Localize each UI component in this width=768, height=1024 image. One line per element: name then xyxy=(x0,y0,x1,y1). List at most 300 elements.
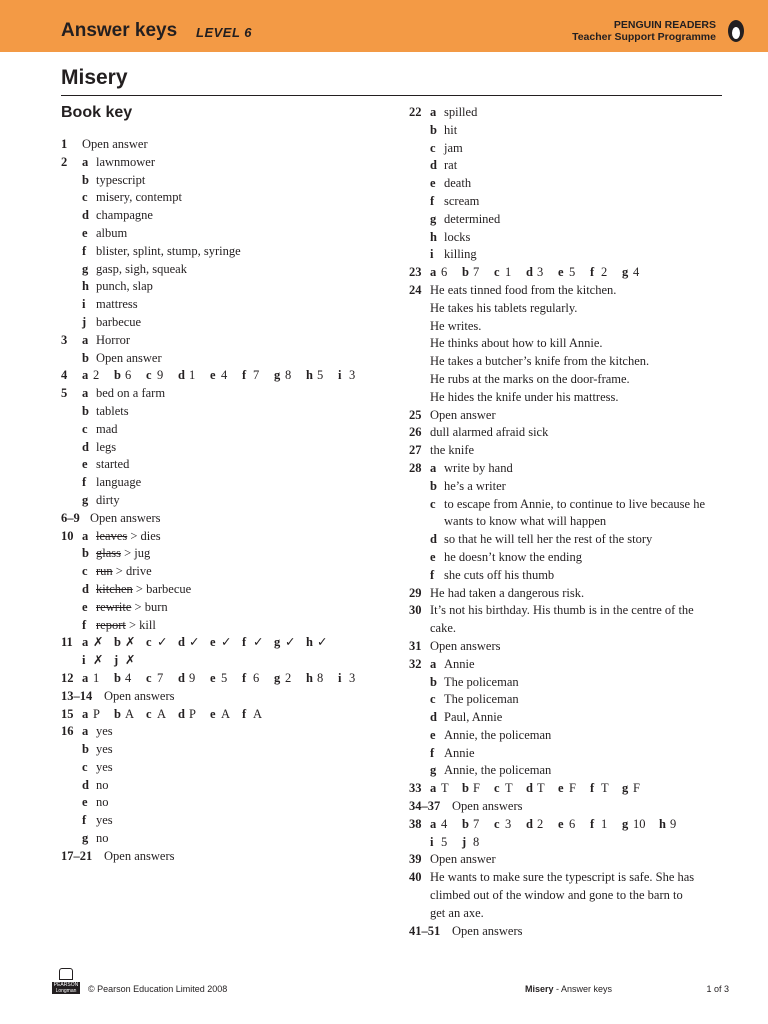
answer-text xyxy=(96,581,191,599)
answer-text: yes xyxy=(96,759,113,774)
answer-line xyxy=(409,798,729,816)
question-number: 41–51 xyxy=(409,923,441,938)
answer-letter: g xyxy=(622,781,629,796)
answer-letter: b xyxy=(462,781,469,796)
answer-letter: b xyxy=(114,670,121,685)
answer-letter: b xyxy=(114,706,121,721)
answer-text: barbecue xyxy=(96,314,142,329)
answer-line xyxy=(61,545,371,563)
answer-text: yes xyxy=(96,742,113,757)
answer-letter: h xyxy=(82,279,89,294)
answer-text: bed on a farm xyxy=(96,386,166,401)
answer-letter: e xyxy=(210,670,216,685)
pearson-longman-logo xyxy=(52,968,80,998)
answer-letter: h xyxy=(306,635,313,650)
answer-letter: g xyxy=(430,763,437,778)
answer-letter: d xyxy=(82,439,89,454)
answer-value: 4 xyxy=(125,670,132,685)
answer-letter: c xyxy=(82,759,88,774)
answer-letter: e xyxy=(430,549,436,564)
answer-line xyxy=(409,300,729,318)
answer-value: ✓ xyxy=(253,635,264,650)
answer-value: ✓ xyxy=(157,635,168,650)
answer-letter: e xyxy=(430,176,436,191)
answer-text: started xyxy=(96,457,130,472)
answer-line xyxy=(409,620,729,638)
answer-line xyxy=(61,759,371,777)
answer-letter: e xyxy=(82,795,88,810)
answer-value: 4 xyxy=(441,816,448,831)
struck-word: leaves xyxy=(96,528,128,543)
answer-letter: d xyxy=(178,635,185,650)
answer-letter: b xyxy=(82,546,89,561)
answer-letter: h xyxy=(430,229,437,244)
answer-line xyxy=(409,567,729,585)
answer-line xyxy=(409,193,729,211)
question-number: 15 xyxy=(61,706,74,721)
answer-letter: g xyxy=(274,670,281,685)
question-number: 31 xyxy=(409,638,422,653)
answer-letter: f xyxy=(430,193,435,208)
answer-letter: a xyxy=(430,105,437,119)
answer-value: P xyxy=(189,706,196,721)
answer-letter: g xyxy=(622,816,629,831)
answer-line xyxy=(409,264,729,282)
answer-line xyxy=(61,581,371,599)
answer-letter: f xyxy=(82,617,87,632)
answer-line xyxy=(61,723,371,741)
answer-letter: a xyxy=(430,816,437,831)
question-number: 25 xyxy=(409,407,422,422)
answer-line xyxy=(61,794,371,812)
answer-line xyxy=(61,617,371,635)
answer-letter: e xyxy=(210,368,216,383)
question-number: 23 xyxy=(409,265,422,280)
answer-text: hit xyxy=(444,122,458,137)
answer-letter: a xyxy=(82,528,89,543)
answer-text: blister, splint, stump, syringe xyxy=(96,243,241,258)
answer-text: Open answers xyxy=(104,688,175,703)
answer-value: 1 xyxy=(189,368,196,383)
answer-letter: e xyxy=(210,635,216,650)
answer-text: get an axe. xyxy=(430,905,484,920)
answer-letter: f xyxy=(242,368,247,383)
header-level: LEVEL 6 xyxy=(196,25,253,40)
struck-word: rewrite xyxy=(96,599,132,614)
answer-letter: g xyxy=(82,831,89,846)
answer-text: she cuts off his thumb xyxy=(444,567,555,582)
copyright-icon: © xyxy=(88,984,95,994)
answer-line xyxy=(409,353,729,371)
answer-value: 8 xyxy=(473,834,480,849)
answer-text: wants to know what will happen xyxy=(444,514,607,529)
answer-line xyxy=(409,424,729,442)
answer-line xyxy=(409,371,729,389)
answer-text: album xyxy=(96,225,128,240)
answer-letter: i xyxy=(82,653,86,668)
answer-text xyxy=(96,599,168,617)
answer-text: cake. xyxy=(430,621,457,636)
answer-text: the knife xyxy=(430,443,475,458)
answer-text: He wants to make sure the typescript is safe. She has xyxy=(430,870,695,885)
answer-value: T xyxy=(537,781,545,796)
answer-line xyxy=(61,848,371,866)
answer-letter: j xyxy=(114,653,119,668)
answer-value: 7 xyxy=(157,670,164,685)
answer-letter: c xyxy=(494,265,500,280)
answer-letter: d xyxy=(430,710,437,725)
answer-value: 1 xyxy=(505,265,512,280)
answer-letter: a xyxy=(430,460,437,475)
answer-line xyxy=(409,656,729,674)
answer-line xyxy=(61,599,371,617)
answer-line xyxy=(61,741,371,759)
answer-text: no xyxy=(96,777,109,792)
question-number: 38 xyxy=(409,816,422,831)
answer-line xyxy=(61,563,371,581)
answer-text: rat xyxy=(444,158,458,173)
question-number: 4 xyxy=(61,368,68,383)
answer-letter: d xyxy=(526,781,533,796)
answer-line xyxy=(61,278,371,296)
answer-letter: g xyxy=(274,635,281,650)
answer-line xyxy=(409,496,729,514)
question-number: 6–9 xyxy=(61,510,80,525)
answer-line xyxy=(61,777,371,795)
answer-text: dull alarmed afraid sick xyxy=(430,425,549,440)
answer-line xyxy=(61,510,371,528)
answer-line xyxy=(61,830,371,848)
answer-value: ✗ xyxy=(125,635,136,650)
answer-text: yes xyxy=(96,813,113,828)
answer-value: 6 xyxy=(569,816,576,831)
answer-line xyxy=(409,887,729,905)
answer-text: no xyxy=(96,831,109,846)
answer-line xyxy=(409,816,729,834)
answer-line xyxy=(409,229,729,247)
answer-letter: e xyxy=(558,265,564,280)
answer-letter: f xyxy=(242,670,247,685)
answer-value: 7 xyxy=(253,368,260,383)
answer-value: 2 xyxy=(601,265,608,280)
answer-letter: c xyxy=(430,692,436,707)
footer-title-suffix: - Answer keys xyxy=(553,984,613,994)
answer-column-right xyxy=(409,104,729,940)
answer-letter: f xyxy=(242,706,247,721)
answer-letter: j xyxy=(462,834,467,849)
answer-value: A xyxy=(157,706,167,721)
answer-value: F xyxy=(473,781,480,796)
question-number: 1 xyxy=(61,137,68,151)
answer-value: ✓ xyxy=(285,635,296,650)
answer-letter: g xyxy=(82,261,89,276)
answer-letter: a xyxy=(82,724,89,739)
question-number: 24 xyxy=(409,282,422,297)
replacement-word: > jug xyxy=(121,546,151,561)
answer-line xyxy=(61,154,371,172)
answer-letter: b xyxy=(462,265,469,280)
answer-letter: i xyxy=(338,368,342,383)
struck-word: glass xyxy=(96,546,121,561)
answer-line xyxy=(61,332,371,350)
question-number: 30 xyxy=(409,603,422,618)
answer-letter: c xyxy=(430,496,436,511)
answer-letter: d xyxy=(526,816,533,831)
answer-value: A xyxy=(221,706,231,721)
answer-value: 3 xyxy=(505,816,512,831)
answer-letter: h xyxy=(306,368,313,383)
answer-value: ✓ xyxy=(317,635,328,650)
footer-title-bold: Misery xyxy=(525,984,554,994)
answer-text: killing xyxy=(444,247,477,262)
answer-line xyxy=(61,439,371,457)
answer-value: 3 xyxy=(349,670,356,685)
section-title: Book key xyxy=(61,104,133,121)
answer-letter: b xyxy=(82,742,89,757)
answer-text: he doesn’t know the ending xyxy=(444,549,582,564)
answer-letter: e xyxy=(82,599,88,614)
answer-value: 3 xyxy=(537,265,544,280)
answer-line xyxy=(409,389,729,407)
answer-text: Open answers xyxy=(430,638,501,653)
copyright-text: Pearson Education Limited 2008 xyxy=(97,984,228,994)
answer-line xyxy=(61,367,371,385)
answer-letter: f xyxy=(82,475,87,490)
answer-value: F xyxy=(633,781,640,796)
answer-line xyxy=(409,531,729,549)
question-number: 22 xyxy=(409,105,422,119)
answer-text: legs xyxy=(96,439,117,454)
answer-text: punch, slap xyxy=(96,279,153,294)
answer-value: 5 xyxy=(441,834,448,849)
answer-value: 8 xyxy=(285,368,292,383)
answer-line xyxy=(61,474,371,492)
answer-letter: i xyxy=(430,834,434,849)
answer-value: P xyxy=(93,706,100,721)
question-number: 10 xyxy=(61,528,74,543)
answer-letter: g xyxy=(430,211,437,226)
title-divider xyxy=(61,95,722,96)
copyright xyxy=(88,984,227,994)
answer-line xyxy=(409,282,729,300)
answer-letter: f xyxy=(242,635,247,650)
answer-text: scream xyxy=(444,193,480,208)
answer-letter: c xyxy=(146,706,152,721)
answer-letter: f xyxy=(82,813,87,828)
answer-value: 4 xyxy=(221,368,228,383)
question-number: 2 xyxy=(61,154,68,169)
answer-line xyxy=(61,492,371,510)
answer-letter: c xyxy=(494,781,500,796)
answer-value: 2 xyxy=(537,816,544,831)
answer-line xyxy=(61,528,371,546)
answer-text xyxy=(96,528,161,546)
answer-value: 7 xyxy=(473,816,480,831)
answer-letter: a xyxy=(82,635,89,650)
answer-value: 1 xyxy=(601,816,608,831)
answer-text: He takes a butcher’s knife from the kitchen. xyxy=(430,354,650,369)
answer-text: Open answer xyxy=(82,137,148,151)
answer-letter: b xyxy=(114,368,121,383)
answer-line xyxy=(61,350,371,368)
answer-line xyxy=(409,745,729,763)
answer-letter: a xyxy=(82,670,89,685)
penguin-logo-icon xyxy=(728,20,744,42)
answer-line xyxy=(61,688,371,706)
answer-value: ✗ xyxy=(93,635,104,650)
answer-value: 5 xyxy=(317,368,324,383)
answer-line xyxy=(61,172,371,190)
answer-letter: a xyxy=(430,781,437,796)
answer-letter: e xyxy=(430,727,436,742)
answer-letter: a xyxy=(430,265,437,280)
answer-letter: a xyxy=(82,706,89,721)
answer-letter: d xyxy=(82,208,89,223)
answer-text: Open answers xyxy=(452,799,523,814)
answer-value: 2 xyxy=(93,368,100,383)
answer-value: 10 xyxy=(633,816,646,831)
answer-value: 1 xyxy=(93,670,100,685)
answer-text: dirty xyxy=(96,492,120,507)
replacement-word: > burn xyxy=(131,599,168,614)
answer-text: jam xyxy=(444,140,463,155)
answer-letter: c xyxy=(82,190,88,205)
answer-letter: e xyxy=(558,781,564,796)
answer-line xyxy=(409,104,729,122)
answer-line xyxy=(409,140,729,158)
answer-value: 8 xyxy=(317,670,324,685)
answer-line xyxy=(409,691,729,709)
answer-letter: c xyxy=(146,670,152,685)
question-number: 26 xyxy=(409,425,422,440)
answer-line xyxy=(409,211,729,229)
answer-line xyxy=(61,136,371,154)
answer-letter: b xyxy=(82,403,89,418)
answer-text: he’s a writer xyxy=(444,478,506,493)
question-number: 32 xyxy=(409,656,422,671)
answer-line xyxy=(409,442,729,460)
header-bar xyxy=(0,0,768,52)
answer-line xyxy=(409,549,729,567)
answer-letter: d xyxy=(178,706,185,721)
answer-text: Paul, Annie xyxy=(444,710,503,725)
question-number: 16 xyxy=(61,724,74,739)
answer-letter: i xyxy=(82,297,86,312)
answer-value: 6 xyxy=(441,265,448,280)
answer-line xyxy=(409,175,729,193)
footer-doc-title xyxy=(525,984,612,994)
answer-letter: e xyxy=(210,706,216,721)
answer-text: He writes. xyxy=(430,318,482,333)
answer-text: mattress xyxy=(96,297,138,312)
answer-text: Open answers xyxy=(452,923,523,938)
answer-line xyxy=(409,780,729,798)
answer-letter: d xyxy=(178,670,185,685)
answer-letter: b xyxy=(82,350,89,365)
answer-column-left xyxy=(61,136,371,866)
answer-line xyxy=(409,638,729,656)
page-number: 1 of 3 xyxy=(706,984,729,994)
question-number: 27 xyxy=(409,443,422,458)
answer-letter: c xyxy=(146,368,152,383)
answer-letter: g xyxy=(82,492,89,507)
answer-line xyxy=(409,869,729,887)
answer-line xyxy=(61,652,371,670)
answer-text: tablets xyxy=(96,403,129,418)
answer-text: typescript xyxy=(96,172,146,187)
answer-text: death xyxy=(444,176,472,191)
answer-line xyxy=(61,207,371,225)
answer-line xyxy=(61,314,371,332)
answer-line xyxy=(61,225,371,243)
answer-line xyxy=(409,478,729,496)
answer-text: It’s not his birthday. His thumb is in the centre of the xyxy=(430,603,694,618)
question-number: 28 xyxy=(409,460,422,475)
brand-line-1: PENGUIN READERS xyxy=(613,19,716,31)
answer-letter: d xyxy=(526,265,533,280)
answer-letter: e xyxy=(82,225,88,240)
answer-text: write by hand xyxy=(444,460,513,475)
answer-letter: a xyxy=(82,332,89,347)
answer-value: 4 xyxy=(633,265,640,280)
answer-value: ✗ xyxy=(93,653,104,668)
answer-text: He takes his tablets regularly. xyxy=(430,300,578,315)
answer-line xyxy=(409,513,729,531)
answer-value: 9 xyxy=(189,670,196,685)
answer-text: He hides the knife under his mattress. xyxy=(430,389,619,404)
answer-letter: i xyxy=(430,247,434,262)
answer-line xyxy=(409,318,729,336)
answer-letter: b xyxy=(82,172,89,187)
answer-text: determined xyxy=(444,211,501,226)
answer-value: ✓ xyxy=(221,635,232,650)
answer-value: 6 xyxy=(253,670,260,685)
question-number: 34–37 xyxy=(409,799,441,814)
answer-letter: c xyxy=(146,635,152,650)
answer-text: Annie, the policeman xyxy=(444,727,552,742)
answer-letter: a xyxy=(82,386,89,401)
answer-line xyxy=(409,674,729,692)
answer-value: ✓ xyxy=(189,635,200,650)
question-number: 12 xyxy=(61,670,74,685)
answer-text: Open answers xyxy=(90,510,161,525)
question-number: 29 xyxy=(409,585,422,600)
answer-line xyxy=(409,335,729,353)
answer-line xyxy=(61,189,371,207)
brand-line-2: Teacher Support Programme xyxy=(572,31,716,43)
answer-text: champagne xyxy=(96,208,153,223)
answer-line xyxy=(409,727,729,745)
answer-line xyxy=(61,243,371,261)
answer-letter: h xyxy=(306,670,313,685)
answer-letter: h xyxy=(659,816,666,831)
answer-line xyxy=(61,812,371,830)
answer-letter: i xyxy=(338,670,342,685)
answer-letter: d xyxy=(82,777,89,792)
answer-line xyxy=(409,460,729,478)
question-number: 13–14 xyxy=(61,688,93,703)
answer-value: ✗ xyxy=(125,653,136,668)
answer-line xyxy=(409,602,729,620)
answer-text: Open answers xyxy=(104,848,175,863)
answer-letter: f xyxy=(430,745,435,760)
answer-line xyxy=(409,851,729,869)
answer-letter: a xyxy=(82,368,89,383)
replacement-word: > kill xyxy=(125,617,156,632)
answer-line xyxy=(61,706,371,724)
struck-word: kitchen xyxy=(96,581,133,596)
answer-letter: d xyxy=(430,158,437,173)
